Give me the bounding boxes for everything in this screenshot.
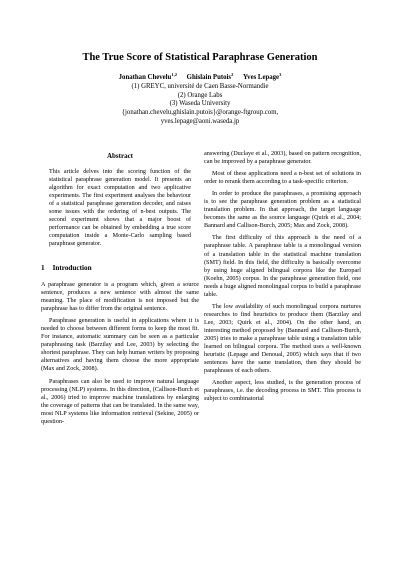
author-2: Ghislain Putois$^2$: [186, 72, 234, 81]
left-column-body: [41, 281, 199, 430]
email-line-1: {jonathan.chevelu,ghislain.putois}@orange-ftgroup.com,: [121, 109, 279, 117]
right-paragraph-2: Most of these applications need a n-best set of solutions in order to rerank them according to a task-specific criterion.: [204, 170, 361, 186]
author-block: [0, 74, 400, 127]
right-paragraph-3: In order to produce the paraphrases, a promising approach is to see the paraphrase generation problem as a statistical translation problem. In that approach, the target language becomes the same as the source language (Quirk et al., 2004; Bannard and Callison-Burch, 2005; Max and Zock, 2008).: [204, 190, 361, 230]
author-1: Jonathan Chevelu$^{1,2}$: [118, 72, 177, 81]
email-line-2: yves.lepage@aoni.waseda.jp: [160, 117, 240, 125]
left-paragraph-1: A paraphrase generator is a program which, given a source sentence, produces a new sentence with almost the same meaning. The place of modification is not imposed but the paraphrase has to differ from the original sentence.: [41, 281, 199, 313]
affiliation-2: (2) Orange Labs: [177, 91, 223, 99]
section-title: Introduction: [52, 264, 92, 272]
left-paragraph-3: Paraphrases can also be used to improve natural language processing (NLP) systems. In this direction, (Callison-Burch et al., 2006) tried to improve machine translations by enlarging the coverage of patterns that can be translated. In the same way, most NLP systems like information retrieval (Sekine, 2005) or question-: [41, 377, 199, 425]
right-column-body: [204, 150, 361, 407]
paper-title: The True Score of Statistical Paraphrase Generation: [82, 52, 318, 63]
right-paragraph-5: The low availability of such monolingual corpora nurtures researches to find heuristics to produce them (Barzilay and Lee, 2003; Quirk et al., 2004). On the other hand, an interesting method proposed by (Bannard and Callison-Burch, 2005) tries to make a paraphrase table using a translation table learned on bilingual corpora. The method uses a well-known heuristic (Lepage and Denoual, 2005) which says that if two sentences have the same translation, then they should be paraphrases of each others.: [204, 302, 361, 375]
affiliation-3: (3) Waseda University: [169, 100, 231, 108]
author-3: Yves Lepage$^3$: [243, 72, 282, 81]
left-paragraph-2: Paraphrase generation is useful in applications where it is needed to choose between different forms to keep the most fit. For instance, automatic summary can be seen as a particular paraphrasing task (Barzilay and Lee, 2003) by selecting the shortest paraphrase. They can help human writers by proposing alternatives and having them choose the more appropriate (Max and Zock, 2008).: [41, 317, 199, 373]
abstract-text: This article delves into the scoring function of the statistical paraphrase generation model. It presents an algorithm for exact computation and two applicative experiments. The first experiment analyses the behaviour of a statistical paraphrase generation decoder, and raises some issues with the ordering of n-best outputs. The second experiment shows that a major boost of performance can be obtained by embedding a true score computation inside a Monte-Carlo sampling based paraphrase generator.: [49, 169, 191, 248]
right-paragraph-1: answering (Duclaye et al., 2003), based on pattern recognition, can be improved by a paraphrase generator.: [204, 150, 361, 166]
right-paragraph-4: The first difficulty of this approach is the need of a paraphrase table. A paraphrase table is a monolingual version of a translation table in the statistical machine translation (SMT) field. In this field, the difficulty is basically overcome by using huge aligned bilingual corpora like the Europarl (Koehn, 2005) corpus. In the paraphrase generation field, one needs a huge aligned monolingual corpus to build a paraphrase table.: [204, 234, 361, 298]
right-paragraph-6: Another aspect, less studied, is the generation process of paraphrases, i.e. the decoding process in SMT. This process is subject to combinatorial: [204, 379, 361, 403]
author-names: [0, 74, 400, 83]
affiliation-1: (1) GREYC, université de Caen Basse-Normandie: [131, 82, 269, 90]
section-number: 1: [41, 264, 45, 272]
abstract-heading: Abstract: [106, 152, 134, 160]
section-heading-introduction: [41, 264, 199, 272]
